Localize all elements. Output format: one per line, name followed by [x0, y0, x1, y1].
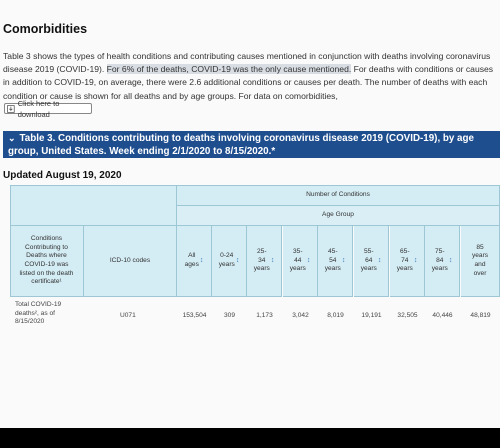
age-column-line: 74	[401, 256, 409, 264]
age-column-line: 0-24	[220, 252, 234, 260]
icd-codes-header: ICD-10 codes	[84, 226, 177, 297]
table-banner[interactable]	[3, 131, 500, 158]
age-column-label	[432, 248, 448, 274]
section-title: Comorbidities	[3, 22, 88, 36]
age-group-header: Age Group	[177, 206, 500, 226]
age-column-header[interactable]	[354, 226, 389, 297]
age-column-line: 25-	[256, 248, 267, 256]
row-value: 8,019	[327, 312, 344, 319]
age-column-line: years	[360, 265, 377, 273]
age-column-label	[325, 248, 341, 274]
intro-text-after: For deaths with conditions or causes in addition to COVID-19, on average, there were 2.6 additional conditions or causes per death. The number of deaths with each condition or cause is shown for all deaths and by age groups. For data on comorbidities,	[3, 64, 494, 101]
age-column-line: 55-	[363, 248, 374, 256]
sort-icon[interactable]: ↕	[235, 256, 240, 264]
age-column-line: over	[473, 269, 487, 277]
age-column-line: 34	[258, 256, 266, 264]
updated-date: Updated August 19, 2020	[3, 170, 122, 181]
age-column-header[interactable]	[318, 226, 353, 297]
row-label: Total COVID-19 deaths², as of 8/15/2020	[15, 301, 62, 326]
age-column-header[interactable]	[390, 226, 425, 297]
sort-icon[interactable]: ↕	[377, 256, 382, 264]
age-column-label	[290, 248, 306, 274]
intro-text-before: Table 3 shows the types of health conditions and contributing causes mentioned in conjunction with deaths involving coronavirus disease 2019 (COVID-19).	[3, 51, 491, 75]
download-button[interactable]	[4, 98, 92, 119]
sort-icon[interactable]: ↕	[199, 256, 204, 264]
age-column-label	[219, 252, 235, 269]
sort-icon[interactable]: ↕	[341, 256, 346, 264]
age-column-line: years	[471, 252, 489, 260]
age-column-line: years	[253, 265, 270, 273]
download-label: Click here to download	[17, 98, 60, 119]
row-value: 19,191	[361, 312, 382, 319]
age-column-header[interactable]	[212, 226, 247, 297]
row-value: 3,042	[292, 312, 309, 319]
age-column-line: 75-	[434, 248, 445, 256]
row-icd: U071	[120, 312, 136, 319]
age-column-line: 64	[365, 256, 373, 264]
age-column-label	[254, 248, 270, 274]
age-column-label	[472, 244, 488, 278]
age-column-header[interactable]	[247, 226, 282, 297]
chevron-down-icon[interactable]: ⌄	[8, 133, 16, 143]
age-column-line: years	[324, 265, 341, 273]
age-column-label	[185, 252, 199, 269]
intro-highlight: For 6% of the deaths, COVID-19 was the only cause mentioned.	[106, 64, 352, 75]
age-column-label	[397, 248, 413, 274]
age-column-line: years	[218, 261, 235, 268]
age-column-header[interactable]	[461, 226, 500, 297]
number-of-conditions-header: Number of Conditions	[177, 185, 500, 206]
age-column-header[interactable]	[425, 226, 460, 297]
row-value: 309	[223, 312, 235, 319]
download-icon	[7, 105, 15, 113]
age-column-line: years	[431, 265, 448, 273]
age-column-line: 45-	[327, 248, 338, 256]
sort-icon[interactable]: ↕	[448, 256, 453, 264]
age-column-label	[361, 248, 377, 274]
table-corner-cell	[10, 185, 177, 226]
sort-icon[interactable]: ↕	[306, 256, 311, 264]
age-column-line: and	[474, 261, 486, 268]
row-value: 40,446	[432, 312, 453, 319]
age-column-header[interactable]	[283, 226, 318, 297]
row-value: 32,505	[397, 312, 418, 319]
age-column-line: years	[396, 265, 413, 273]
table-banner-text: Table 3. Conditions contributing to deaths involving coronavirus disease 2019 (COVID-19), by age group, United States. Week ending 2/1/2020 to 8/15/2020.*	[8, 133, 474, 157]
conditions-header: Conditions Contributing to Deaths where COVID-19 was listed on the death certificate¹	[10, 226, 84, 297]
age-column-line: All	[188, 252, 196, 260]
age-column-line: 54	[329, 256, 337, 264]
sort-icon[interactable]: ↕	[270, 256, 275, 264]
intro-paragraph	[3, 50, 497, 103]
age-column-header[interactable]	[177, 226, 212, 297]
bottom-bar	[0, 428, 500, 448]
row-value: 1,173	[256, 312, 273, 319]
age-column-line: 35-	[292, 248, 303, 256]
row-value: 153,504	[182, 312, 207, 319]
age-column-line: 85	[476, 243, 484, 251]
sort-icon[interactable]: ↕	[413, 256, 418, 264]
age-column-line: years	[289, 265, 306, 273]
age-column-line: 44	[294, 256, 302, 264]
age-column-line: 65-	[399, 248, 410, 256]
row-value: 48,819	[470, 312, 491, 319]
age-column-line: 84	[436, 256, 444, 264]
age-column-line: ages	[184, 261, 199, 268]
